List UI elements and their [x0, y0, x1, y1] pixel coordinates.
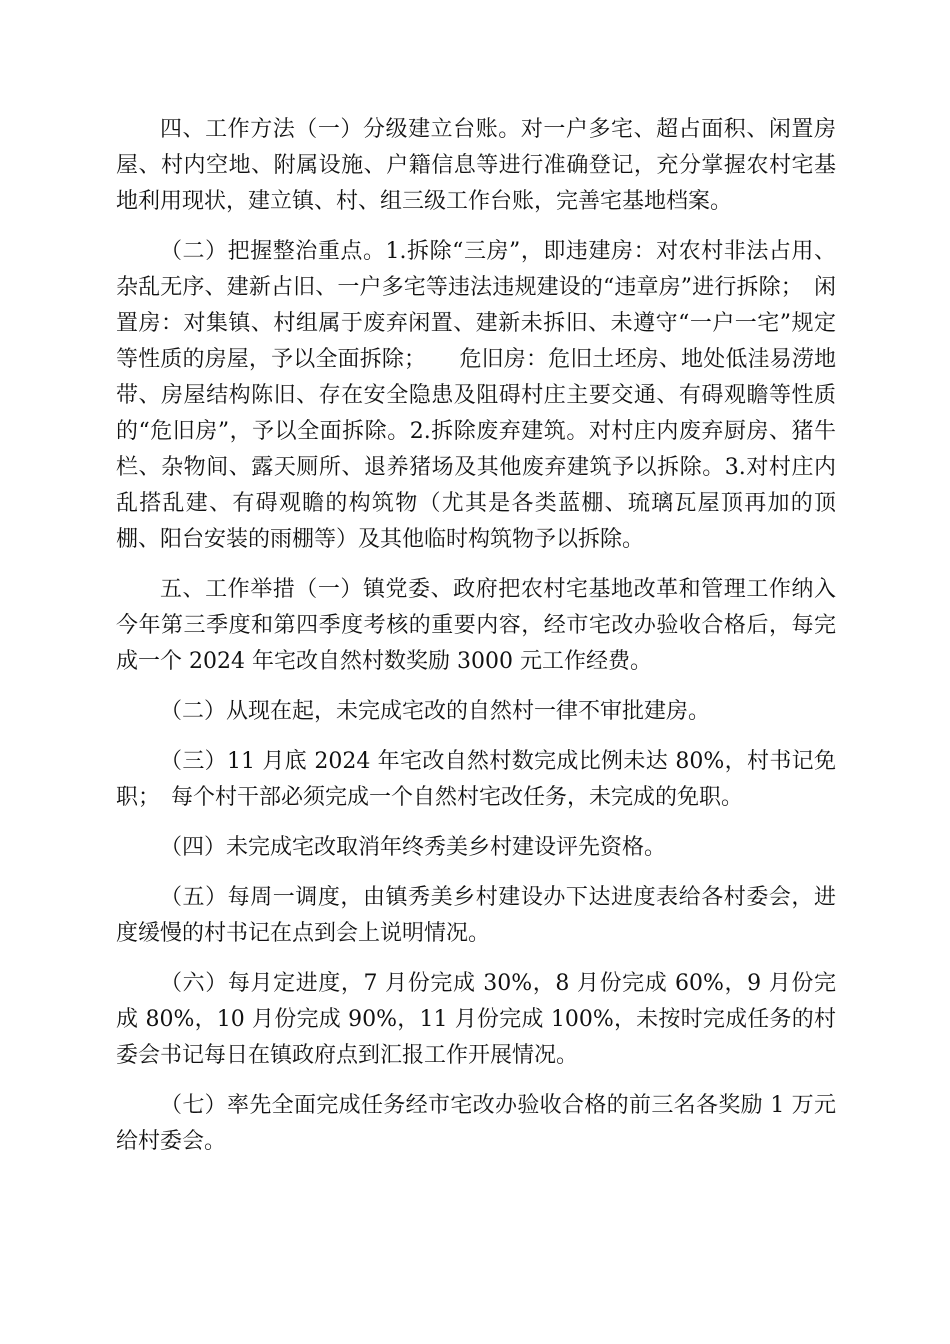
section-five-work-measures: 五、工作举措（一）镇党委、政府把农村宅基地改革和管理工作纳入今年第三季度和第四季度考核的重要内容，经市宅改办验收合格后，每完成一个 2024 年宅改自然村数奖励 3000 元工作经费。	[116, 577, 836, 674]
measure-six-paragraph: （六）每月定进度，7 月份完成 30%，8 月份完成 60%，9 月份完成 80%，10 月份完成 90%，11 月份完成 100%，未按时完成任务的村委会书记每日在镇政府点到汇报工作开展情况。	[116, 971, 836, 1068]
document-body	[116, 112, 836, 1174]
rectification-focus-paragraph: （二）把握整治重点。1.拆除“三房”，即违建房：对农村非法占用、杂乱无序、建新占旧、一户多宅等违法违规建设的“违章房”进行拆除； 闲置房：对集镇、村组属于废弃闲置、建新未拆旧、未遵守“一户一宅”规定等性质的房屋，予以全面拆除； 危旧房：危旧土坯房、地处低洼易涝地带、房屋结构陈旧、存在安全隐患及阻碍村庄主要交通、有碍观瞻等性质的“危旧房”，予以全面拆除。2.拆除废弃建筑。对村庄内废弃厨房、猪牛栏、杂物间、露天厕所、退养猪场及其他废弃建筑予以拆除。3.对村庄内乱搭乱建、有碍观瞻的构筑物（尤其是各类蓝棚、琉璃瓦屋顶再加的顶棚、阳台安装的雨棚等）及其他临时构筑物予以拆除。	[116, 239, 836, 552]
measure-seven-paragraph: （七）率先全面完成任务经市宅改办验收合格的前三名各奖励 1 万元给村委会。	[116, 1093, 836, 1154]
measure-three-paragraph: （三）11 月底 2024 年宅改自然村数完成比例未达 80%，村书记免职； 每个村干部必须完成一个自然村宅改任务，未完成的免职。	[116, 749, 836, 810]
measure-five-paragraph: （五）每周一调度，由镇秀美乡村建设办下达进度表给各村委会，进度缓慢的村书记在点到会上说明情况。	[116, 885, 836, 946]
section-four-work-methods: 四、工作方法（一）分级建立台账。对一户多宅、超占面积、闲置房屋、村内空地、附属设施、户籍信息等进行准确登记，充分掌握农村宅基地利用现状，建立镇、村、组三级工作台账，完善宅基地档案。	[116, 117, 836, 214]
measure-two-paragraph: （二）从现在起，未完成宅改的自然村一律不审批建房。	[160, 699, 711, 724]
measure-four-paragraph: （四）未完成宅改取消年终秀美乡村建设评先资格。	[160, 835, 667, 860]
